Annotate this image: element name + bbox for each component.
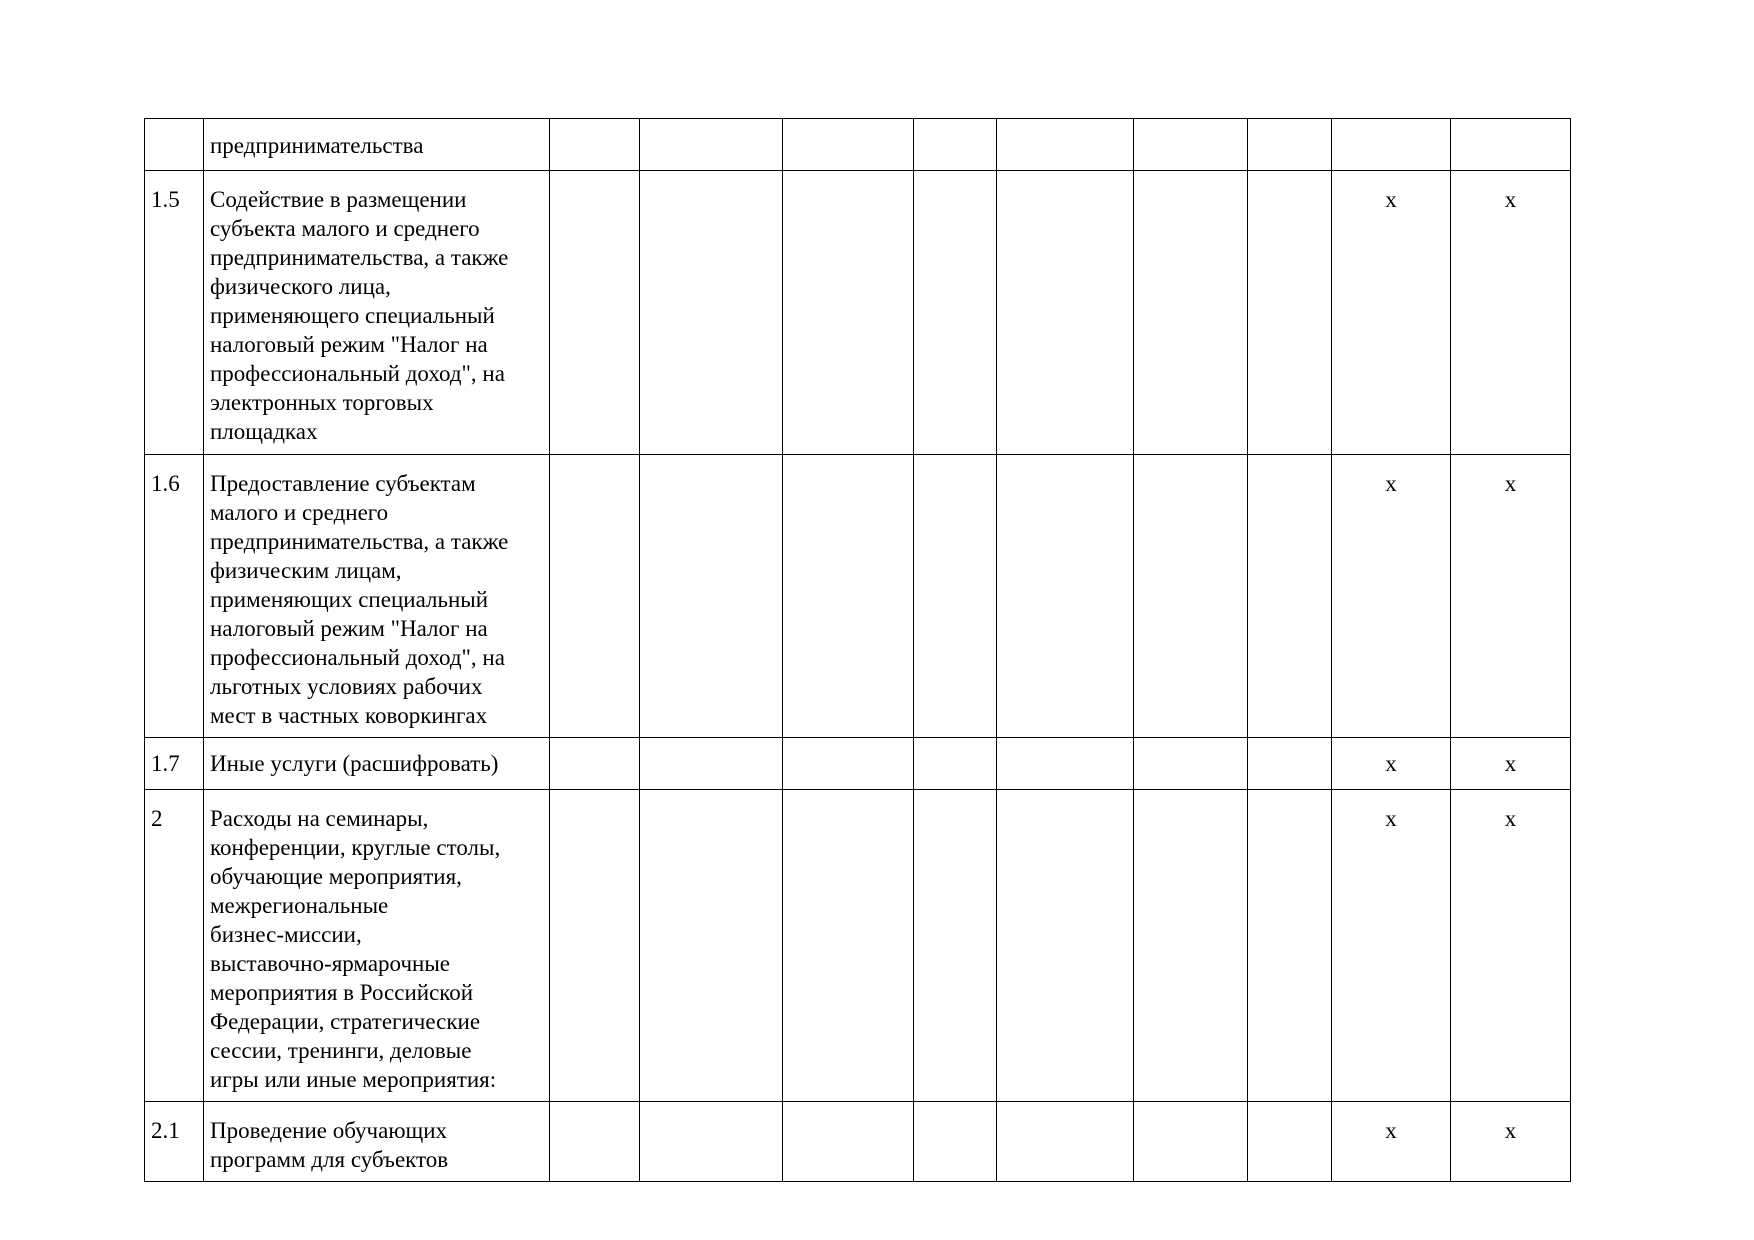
table-row xyxy=(145,455,1571,738)
mark-cell xyxy=(1332,119,1451,171)
row-name-line: игры или иные мероприятия: xyxy=(210,1067,497,1092)
row-name-cell xyxy=(204,1102,550,1182)
row-name-line: физического лица, xyxy=(210,274,391,299)
empty-cell xyxy=(1248,790,1332,1102)
empty-cell xyxy=(550,738,640,790)
row-name-line: Содействие в размещении xyxy=(210,187,467,212)
table-row xyxy=(145,119,1571,171)
mark-cell: x xyxy=(1451,1102,1571,1182)
row-name-line: межрегиональные xyxy=(210,893,389,918)
empty-cell xyxy=(997,790,1134,1102)
empty-cell xyxy=(640,119,783,171)
empty-cell xyxy=(1134,171,1248,455)
row-number-cell xyxy=(145,119,204,171)
row-name-line: малого и среднего xyxy=(210,500,389,525)
row-name-line: предпринимательства, а также xyxy=(210,529,509,554)
row-name-line: конференции, круглые столы, xyxy=(210,835,501,860)
mark-cell: x xyxy=(1332,171,1451,455)
mark-cell: x xyxy=(1451,790,1571,1102)
mark-cell: x xyxy=(1332,790,1451,1102)
empty-cell xyxy=(640,790,783,1102)
empty-cell xyxy=(550,790,640,1102)
empty-cell xyxy=(914,1102,997,1182)
row-name-line: Предоставление субъектам xyxy=(210,471,476,496)
empty-cell xyxy=(1248,455,1332,738)
empty-cell xyxy=(997,171,1134,455)
row-name-line: профессиональный доход", на xyxy=(210,361,505,386)
row-name-line: предпринимательства, а также xyxy=(210,245,509,270)
row-name-line: Иные услуги (расшифровать) xyxy=(210,751,499,776)
row-number-cell: 1.7 xyxy=(145,738,204,790)
row-name-line: электронных торговых xyxy=(210,390,434,415)
table-row xyxy=(145,738,1571,790)
mark-cell: x xyxy=(1451,171,1571,455)
empty-cell xyxy=(1248,738,1332,790)
row-number-cell: 1.6 xyxy=(145,455,204,738)
empty-cell xyxy=(914,119,997,171)
mark-cell: x xyxy=(1332,738,1451,790)
empty-cell xyxy=(640,171,783,455)
empty-cell xyxy=(783,790,914,1102)
empty-cell xyxy=(1134,790,1248,1102)
row-number-cell: 2.1 xyxy=(145,1102,204,1182)
row-name-line: налоговый режим "Налог на xyxy=(210,616,488,641)
empty-cell xyxy=(914,738,997,790)
row-name-line: Проведение обучающих xyxy=(210,1118,448,1143)
row-name-cell xyxy=(204,171,550,455)
empty-cell xyxy=(1134,1102,1248,1182)
row-name-line: мест в частных коворкингах xyxy=(210,703,488,728)
row-name-cell xyxy=(204,455,550,738)
empty-cell xyxy=(1248,1102,1332,1182)
row-name-cell xyxy=(204,119,550,171)
empty-cell xyxy=(640,1102,783,1182)
empty-cell xyxy=(783,1102,914,1182)
mark-cell: x xyxy=(1451,455,1571,738)
mark-cell: x xyxy=(1332,1102,1451,1182)
row-name-line: площадках xyxy=(210,419,318,444)
row-name-line: обучающие мероприятия, xyxy=(210,864,462,889)
row-name-line: Расходы на семинары, xyxy=(210,806,429,831)
empty-cell xyxy=(640,455,783,738)
mark-cell xyxy=(1451,119,1571,171)
table-row xyxy=(145,790,1571,1102)
row-name-cell xyxy=(204,790,550,1102)
row-name-line: сессии, тренинги, деловые xyxy=(210,1038,472,1063)
row-name-line: налоговый режим "Налог на xyxy=(210,332,488,357)
mark-cell: x xyxy=(1451,738,1571,790)
empty-cell xyxy=(550,119,640,171)
row-name-line: применяющих специальный xyxy=(210,587,489,612)
row-name-cell xyxy=(204,738,550,790)
empty-cell xyxy=(783,455,914,738)
row-number-cell: 1.5 xyxy=(145,171,204,455)
row-name-line: профессиональный доход", на xyxy=(210,645,505,670)
empty-cell xyxy=(997,1102,1134,1182)
empty-cell xyxy=(997,738,1134,790)
empty-cell xyxy=(550,171,640,455)
table-row xyxy=(145,1102,1571,1182)
mark-cell: x xyxy=(1332,455,1451,738)
empty-cell xyxy=(997,119,1134,171)
row-name-line: предпринимательства xyxy=(210,133,424,158)
empty-cell xyxy=(914,171,997,455)
empty-cell xyxy=(914,455,997,738)
row-name-line: Федерации, стратегические xyxy=(210,1009,481,1034)
expense-table xyxy=(144,118,1571,1182)
row-name-line: льготных условиях рабочих xyxy=(210,674,483,699)
empty-cell xyxy=(1134,455,1248,738)
empty-cell xyxy=(997,455,1134,738)
row-name-line: субъекта малого и среднего xyxy=(210,216,480,241)
row-name-line: бизнес-миссии, xyxy=(210,922,362,947)
empty-cell xyxy=(1134,738,1248,790)
empty-cell xyxy=(1248,171,1332,455)
empty-cell xyxy=(783,738,914,790)
empty-cell xyxy=(783,119,914,171)
row-name-line: физическим лицам, xyxy=(210,558,402,583)
row-name-line: мероприятия в Российской xyxy=(210,980,474,1005)
row-number-cell: 2 xyxy=(145,790,204,1102)
row-name-line: выставочно-ярмарочные xyxy=(210,951,450,976)
empty-cell xyxy=(550,1102,640,1182)
empty-cell xyxy=(1134,119,1248,171)
empty-cell xyxy=(640,738,783,790)
row-name-line: применяющего специальный xyxy=(210,303,495,328)
empty-cell xyxy=(550,455,640,738)
table-row xyxy=(145,171,1571,455)
row-name-line: программ для субъектов xyxy=(210,1147,449,1172)
empty-cell xyxy=(1248,119,1332,171)
empty-cell xyxy=(783,171,914,455)
empty-cell xyxy=(914,790,997,1102)
